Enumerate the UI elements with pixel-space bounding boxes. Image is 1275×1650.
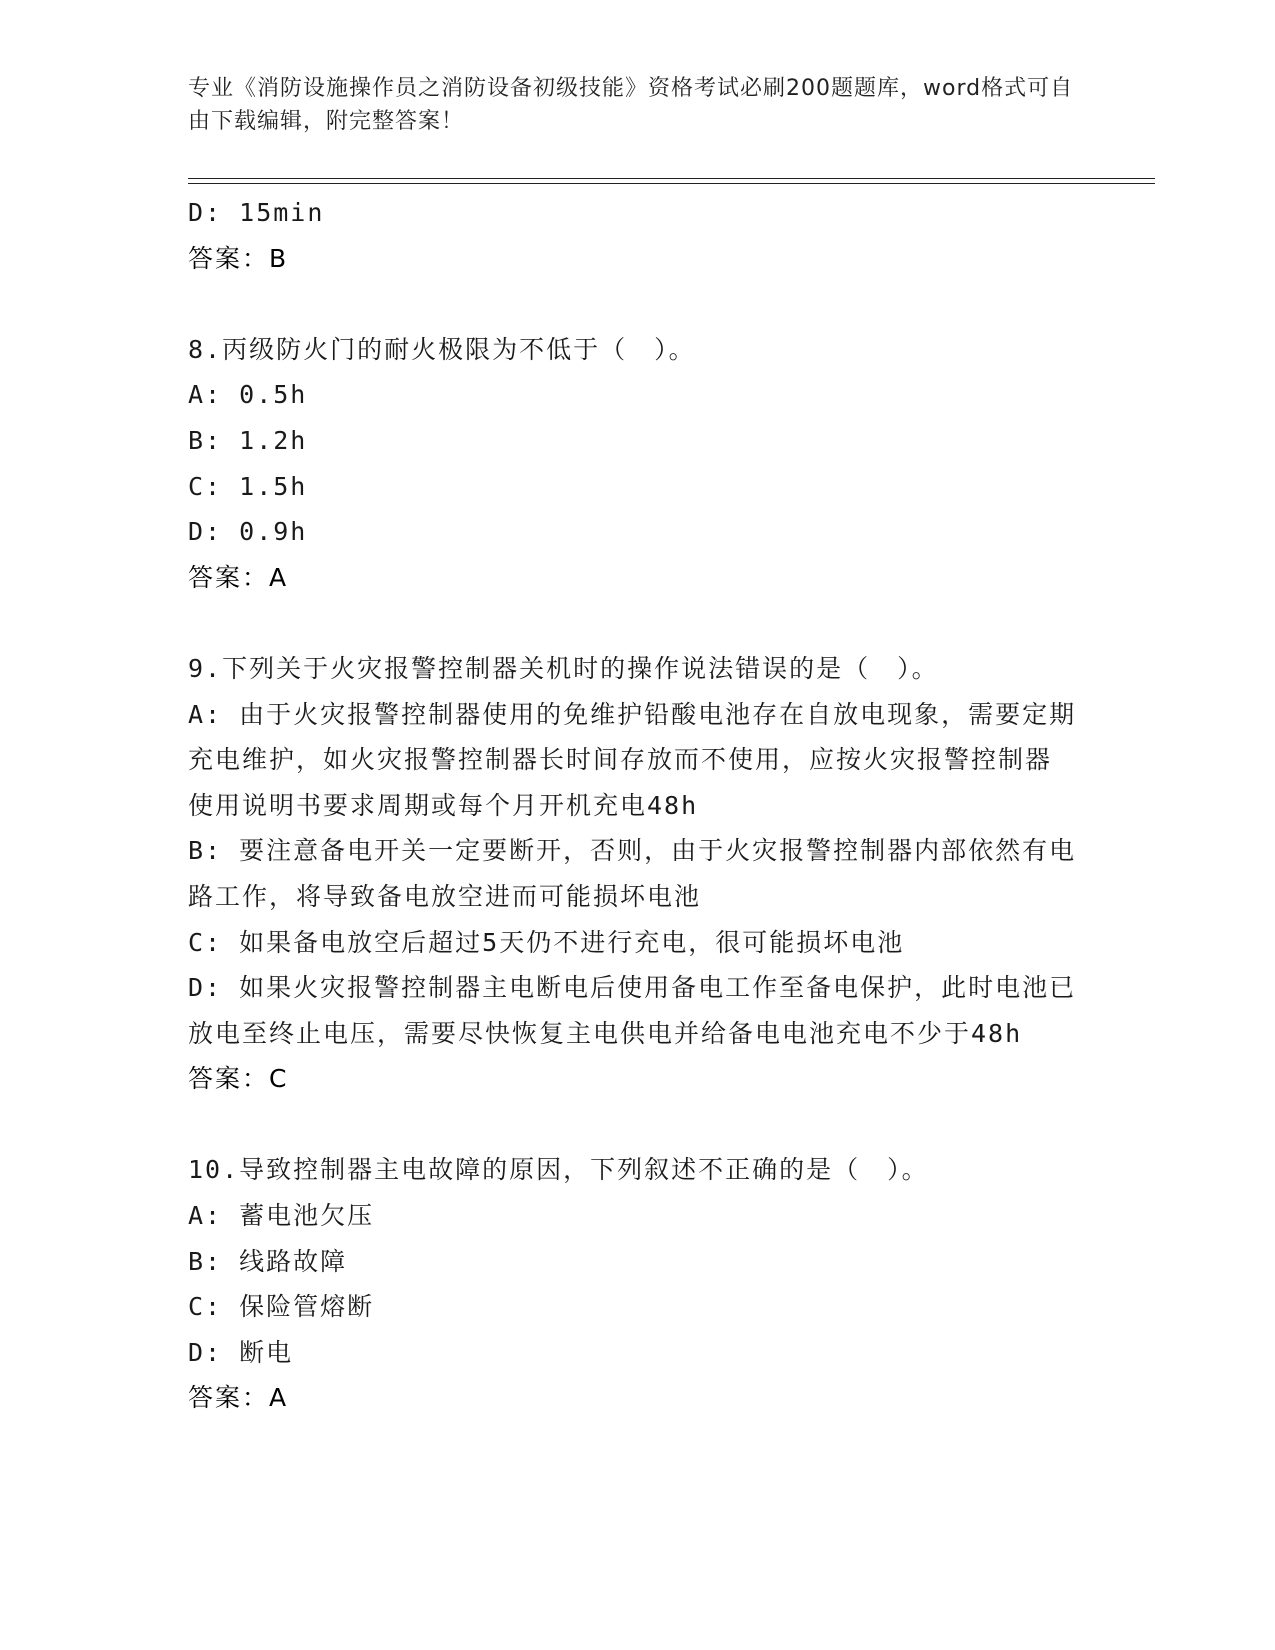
question-list: [188, 190, 1078, 1421]
spacer: [188, 1102, 1078, 1148]
option-b: B: 线路故障: [188, 1246, 348, 1276]
option-b: B: 要注意备电开关一定要断开，否则，由于火灾报警控制器内部依然有电路工作，将导致备电放空进而可能损坏电池: [188, 836, 1077, 911]
question-10: [188, 1147, 1078, 1421]
question-text: 10.导致控制器主电故障的原因，下列叙述不正确的是（ ）。: [188, 1155, 929, 1185]
option-b: B: 1.2h: [188, 425, 308, 455]
option-c: C: 保险管熔断: [188, 1292, 375, 1322]
option-c: C: 1.5h: [188, 471, 308, 501]
header-divider-bottom: [188, 183, 1155, 184]
question-9: [188, 646, 1078, 1102]
prev-answer: 答案：B: [188, 243, 289, 273]
option-d: D: 如果火灾报警控制器主电断电后使用备电工作至备电保护，此时电池已放电至终止电压，需要尽快恢复主电供电并给备电电池充电不少于48h: [188, 973, 1077, 1048]
question-8: [188, 327, 1078, 601]
page-header: 专业《消防设施操作员之消防设备初级技能》资格考试必刷200题题库，word格式可自由下载编辑，附完整答案！: [188, 76, 1074, 134]
option-d: D: 断电: [188, 1337, 294, 1367]
option-a: A: 由于火灾报警控制器使用的免维护铅酸电池存在自放电现象，需要定期充电维护，如火灾报警控制器长时间存放而不使用，应按火灾报警控制器使用说明书要求周期或每个月开机充电48h: [188, 699, 1077, 820]
option-d: D: 0.9h: [188, 517, 308, 547]
answer: 答案：A: [188, 1383, 289, 1413]
prev-option-d: D: 15min: [188, 198, 325, 227]
spacer: [188, 281, 1078, 327]
header-divider-top: [188, 178, 1155, 179]
question-text: 9.下列关于火灾报警控制器关机时的操作说法错误的是（ ）。: [188, 653, 939, 683]
option-a: A: 蓄电池欠压: [188, 1201, 375, 1231]
option-a: A: 0.5h: [188, 380, 308, 410]
option-c: C: 如果备电放空后超过5天仍不进行充电，很可能损坏电池: [188, 927, 905, 957]
question-text: 8.丙级防火门的耐火极限为不低于（ ）。: [188, 334, 696, 364]
answer: 答案：A: [188, 562, 289, 592]
spacer: [188, 600, 1078, 646]
answer: 答案：C: [188, 1064, 289, 1094]
